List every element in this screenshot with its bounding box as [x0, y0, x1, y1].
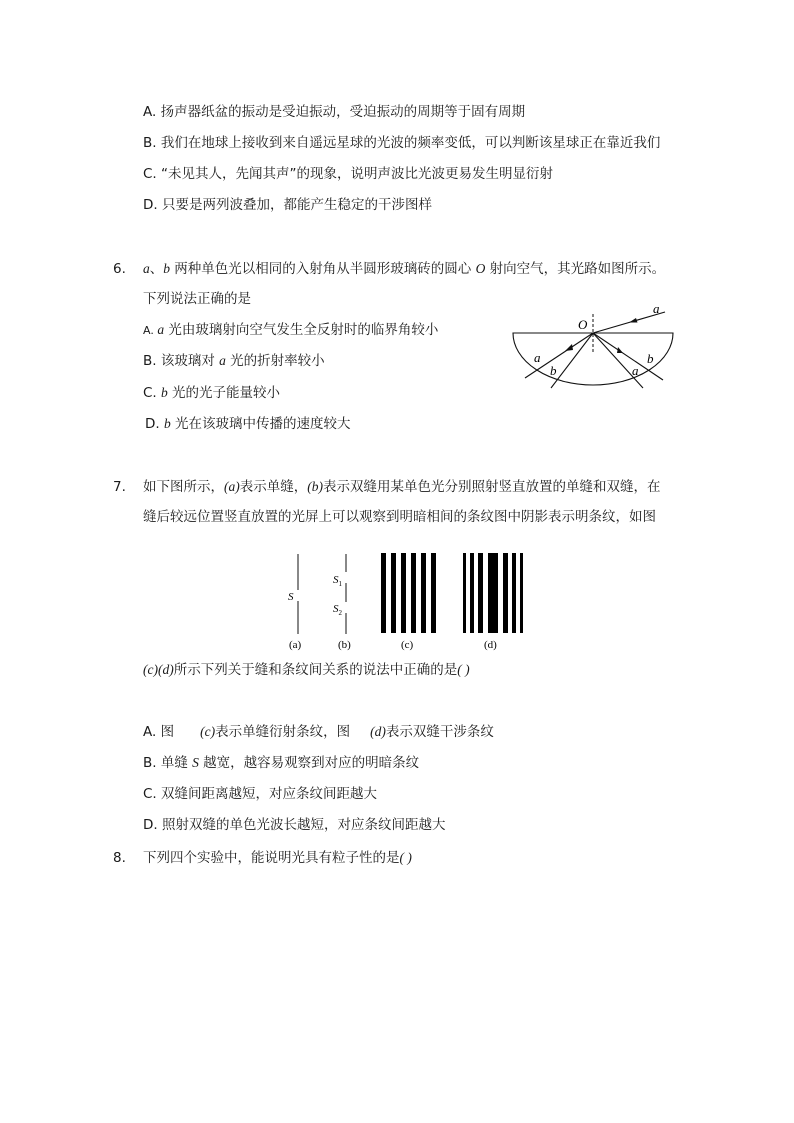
q8-answer-blank: ( )	[399, 850, 412, 865]
q6-stem-line2: 下列说法正确的是	[143, 291, 251, 307]
label-o: O	[578, 317, 588, 332]
q7-slit-figure	[285, 550, 530, 654]
fringe-c-1	[381, 553, 386, 633]
q8-number: 8.	[113, 850, 126, 866]
label-a-top: a	[653, 301, 660, 316]
fringe-d-6	[520, 553, 523, 633]
ray-right-a	[593, 333, 643, 388]
label-s2: $S_2$	[333, 603, 342, 617]
fringe-c-5	[421, 553, 426, 633]
caption-d: (d)	[484, 639, 497, 651]
q7-stem-line2: 缝后较远位置竖直放置的光屏上可以观察到明暗相间的条纹图中阴影表示明条纹，如图	[143, 509, 656, 525]
q5-option-d: D. 只要是两列波叠加，都能产生稳定的干涉图样	[143, 197, 432, 213]
q6-number: 6.	[113, 261, 126, 277]
q7-stem-line3: (c)(d)所示下列关于缝和条纹间关系的说法中正确的是( )	[143, 662, 470, 678]
ray-arrow-left	[565, 344, 573, 351]
fringes-d	[463, 553, 523, 633]
label-b-right: b	[647, 351, 654, 366]
label-s1: $S_1$	[333, 574, 342, 588]
q6-option-c: C. b 光的光子能量较小	[143, 385, 281, 401]
fringe-d-3	[478, 553, 483, 633]
q6-var-a: a	[143, 261, 150, 276]
q6-var-o: O	[475, 261, 486, 276]
q6-option-a: A. a 光由玻璃射向空气发生全反射时的临界角较小	[143, 322, 439, 338]
q7-option-d: D. 照射双缝的单色光波长越短，对应条纹间距越大	[143, 817, 446, 833]
label-b-left: b	[550, 363, 557, 378]
q6-option-d: D. b 光在该玻璃中传播的速度较大	[145, 416, 351, 432]
fringe-d-1	[463, 553, 466, 633]
fringe-d-5	[512, 553, 516, 633]
label-a-right: a	[632, 363, 639, 378]
fringe-d-center	[488, 553, 498, 633]
q6-option-b: B. 该玻璃对 a 光的折射率较小	[143, 353, 325, 369]
q7-answer-blank: ( )	[457, 662, 470, 677]
label-a-left: a	[534, 350, 541, 365]
q7-stem-line1: 如下图所示，(a)表示单缝，(b)表示双缝用某单色光分别照射竖直放置的单缝和双缝，在	[143, 479, 661, 495]
q5-option-b: B. 我们在地球上接收到来自遥远星球的光波的频率变低，可以判断该星球正在靠近我们	[143, 135, 661, 151]
q7-option-a: A. 图 (c)表示单缝衍射条纹，图 (d)表示双缝干涉条纹	[143, 724, 494, 740]
q7-number: 7.	[113, 479, 126, 495]
q8-stem: 下列四个实验中，能说明光具有粒子性的是( )	[143, 850, 412, 866]
caption-b: (b)	[338, 639, 351, 651]
fringe-d-2	[470, 553, 474, 633]
q7-option-c: C. 双缝间距离越短，对应条纹间距越大	[143, 786, 378, 802]
fringe-c-2	[391, 553, 396, 633]
fringe-c-3	[401, 553, 406, 633]
fringe-c-6	[431, 553, 436, 633]
caption-a: (a)	[289, 639, 302, 651]
fringe-d-4	[503, 553, 508, 633]
label-s: S	[288, 591, 294, 603]
q6-var-b: b	[163, 261, 170, 276]
ray-arrow-top	[629, 318, 638, 323]
caption-c: (c)	[401, 639, 414, 651]
q5-option-c: C. “未见其人，先闻其声”的现象，说明声波比光波更易发生明显衍射	[143, 166, 553, 182]
fringe-c-4	[411, 553, 416, 633]
q6-refraction-figure	[505, 300, 685, 392]
q6-stem-line1: a、b 两种单色光以相同的入射角从半圆形玻璃砖的圆心 O 射向空气，其光路如图所示。	[143, 261, 666, 277]
ray-arrow-right	[617, 347, 623, 353]
q5-option-a: A. 扬声器纸盆的振动是受迫振动，受迫振动的周期等于固有周期	[143, 104, 526, 120]
fringes-c	[381, 553, 436, 633]
ray-left-b	[551, 333, 593, 388]
q7-option-b: B. 单缝 S 越宽，越容易观察到对应的明暗条纹	[143, 755, 420, 771]
